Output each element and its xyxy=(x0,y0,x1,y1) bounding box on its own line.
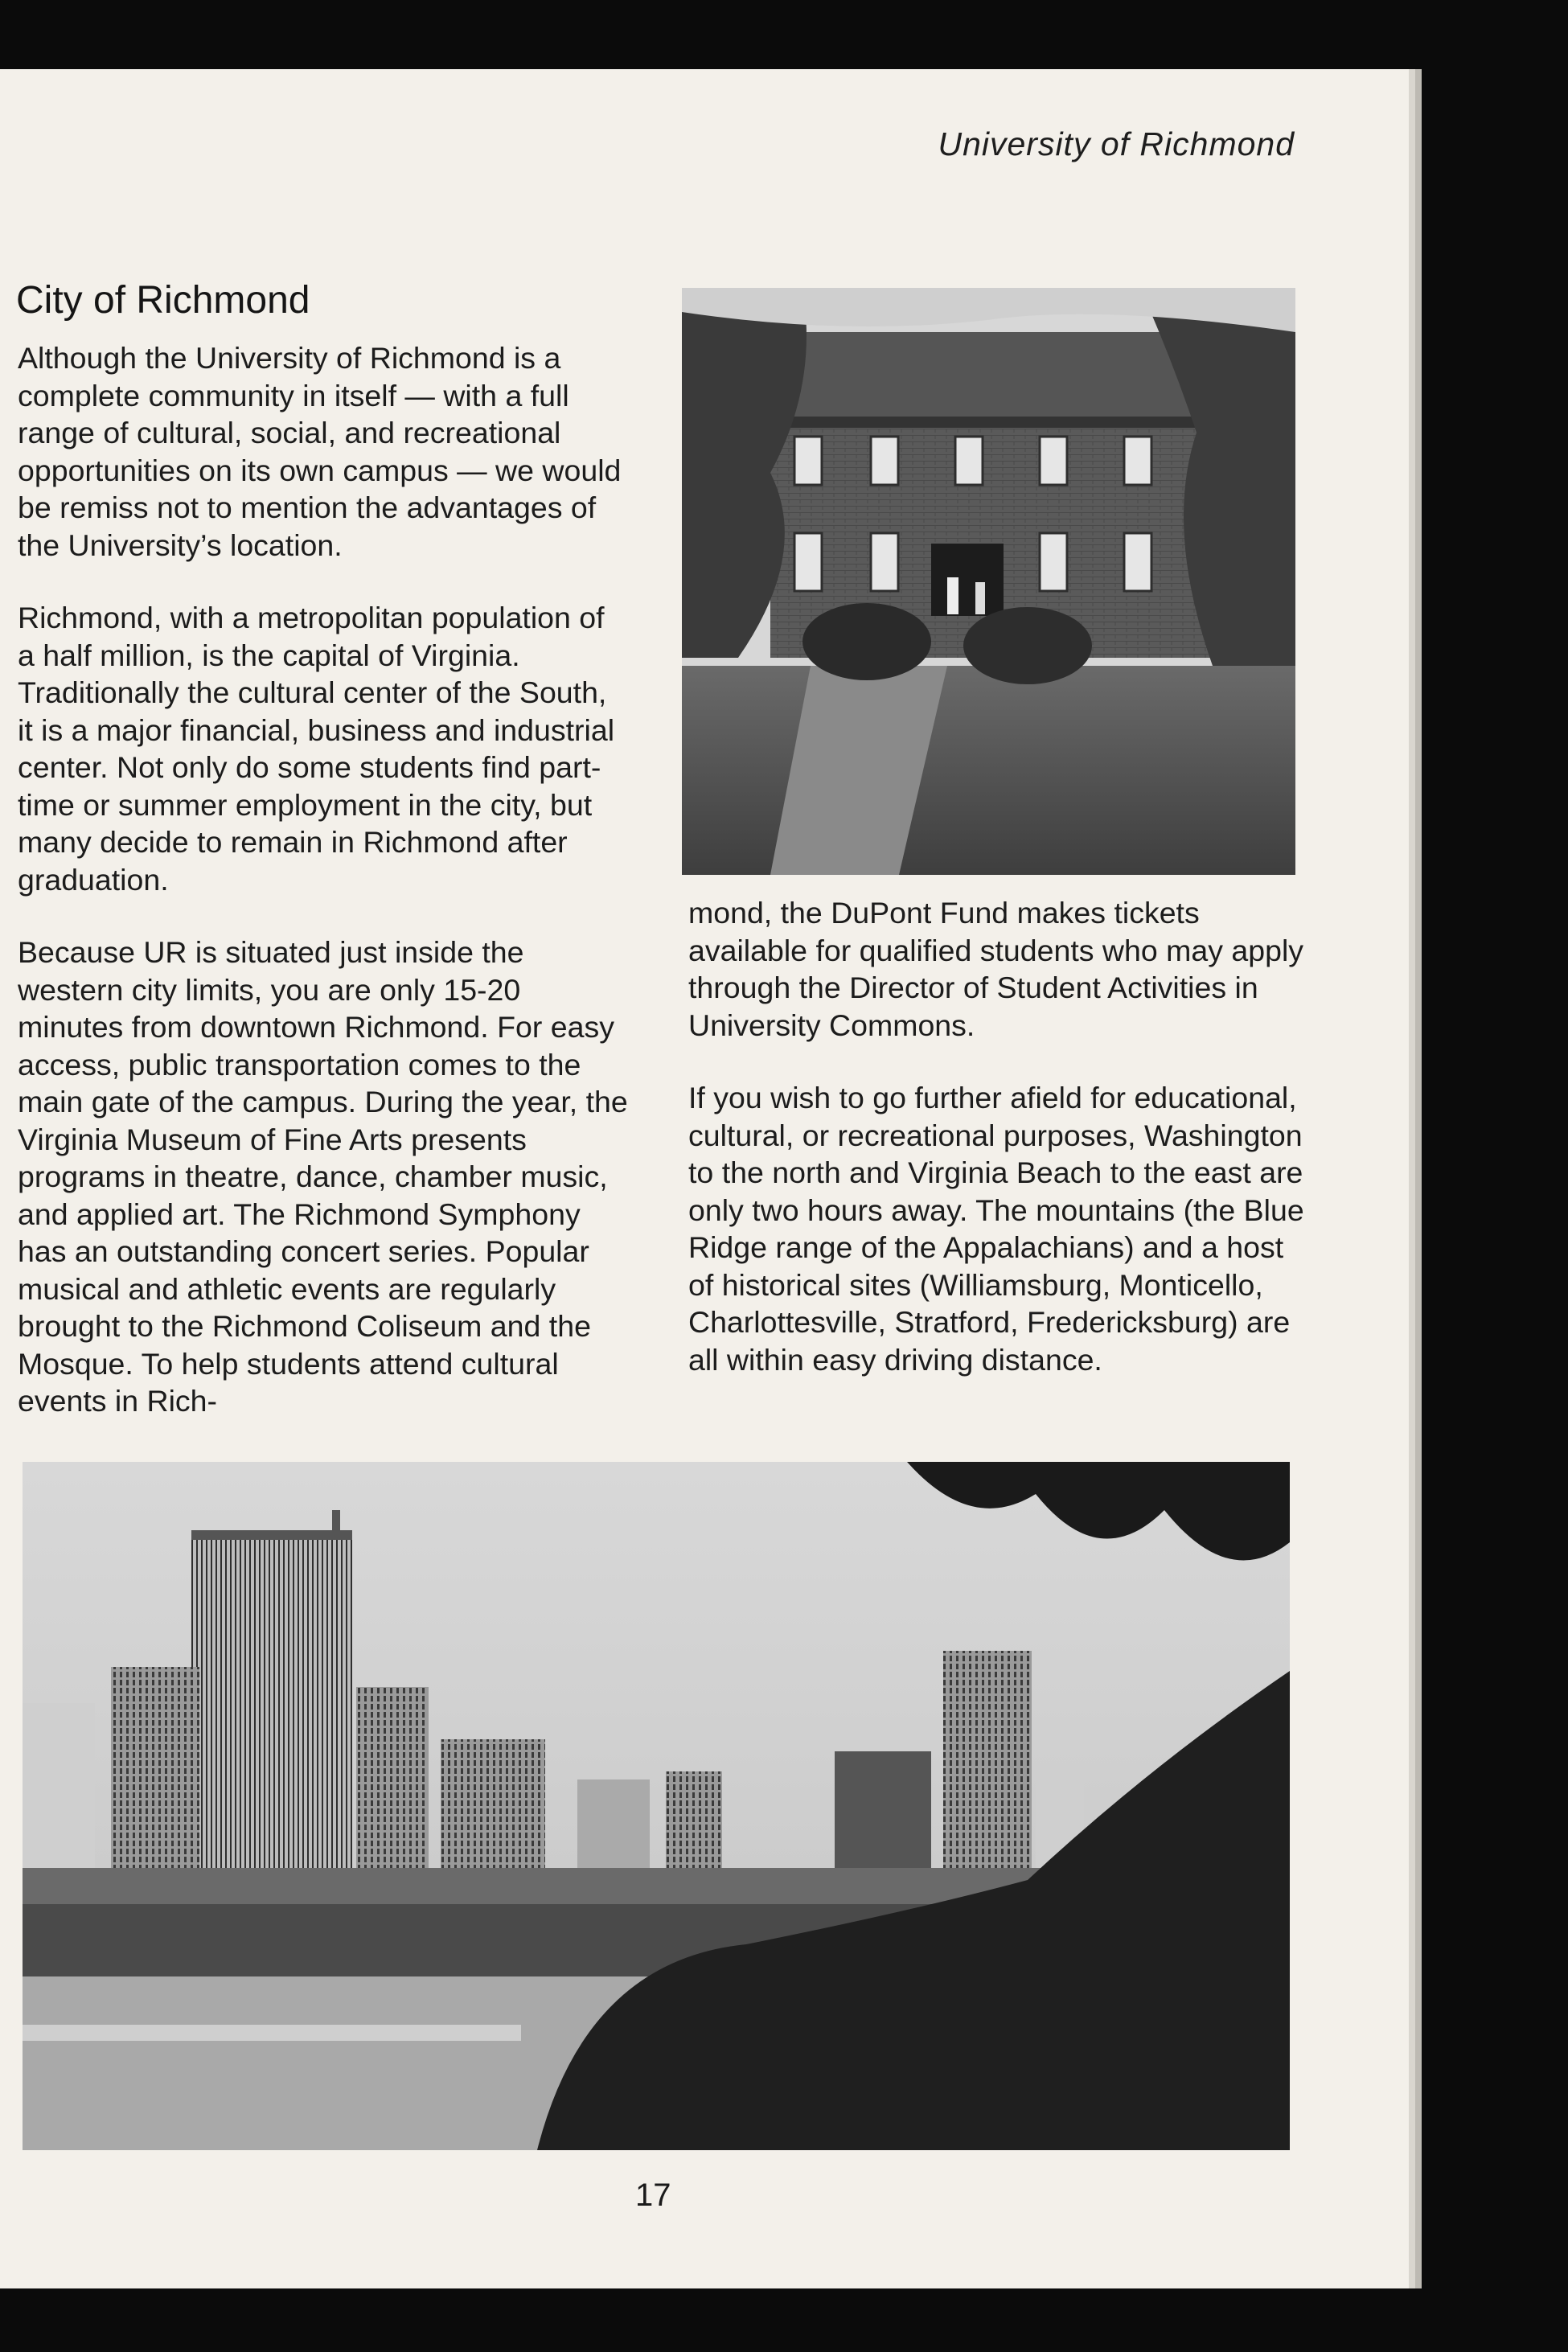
section-title: City of Richmond xyxy=(16,279,310,322)
right-text-column xyxy=(688,894,1307,1414)
paragraph-further-afield: If you wish to go further afield for educational, cultural, or recreational purposes, Washington to the north and Virginia Beach to the east are only two hours away. The mountains (the Blue Ridge range of the Appalachians) and a host of historical sites (Williamsburg, Monticello, Charlottesville, Stratford, Fredericksburg) are all within easy driving distance. xyxy=(688,1081,1304,1377)
paragraph-capital: Richmond, with a metropolitan population of a half million, is the capital of Virginia. Traditionally the cultural center of the South, it is a major financial, business and industrial center. Not only do some students find part-time or summer employment in the city, but many decide to remain in Richmond after graduation. xyxy=(18,601,615,897)
paragraph-intro: Although the University of Richmond is a complete community in itself — with a full range of cultural, social, and recreational opportunities on its own campus — we would be remiss not to mention the advantages of the University’s location. xyxy=(18,341,622,562)
page-number: 17 xyxy=(635,2178,671,2213)
historic-house-photo xyxy=(682,288,1295,875)
running-title: University of Richmond xyxy=(938,125,1295,162)
paragraph-dupont: mond, the DuPont Fund makes tickets available for qualified students who may apply through the Director of Student Activities in University Commons. xyxy=(688,896,1304,1042)
paragraph-location: Because UR is situated just inside the western city limits, you are only 15-20 minutes from downtown Richmond. For easy access, public transportation comes to the main gate of the campus. During the year, the Virginia Museum of Fine Arts presents programs in theatre, dance, chamber music, and applied art. The Richmond Symphony has an outstanding concert series. Popular musical and athletic events are regularly brought to the Richmond Coliseum and the Mosque. To help students attend cultural events in Rich- xyxy=(18,935,628,1418)
richmond-skyline-photo xyxy=(23,1462,1290,2150)
left-text-column xyxy=(18,339,629,1455)
